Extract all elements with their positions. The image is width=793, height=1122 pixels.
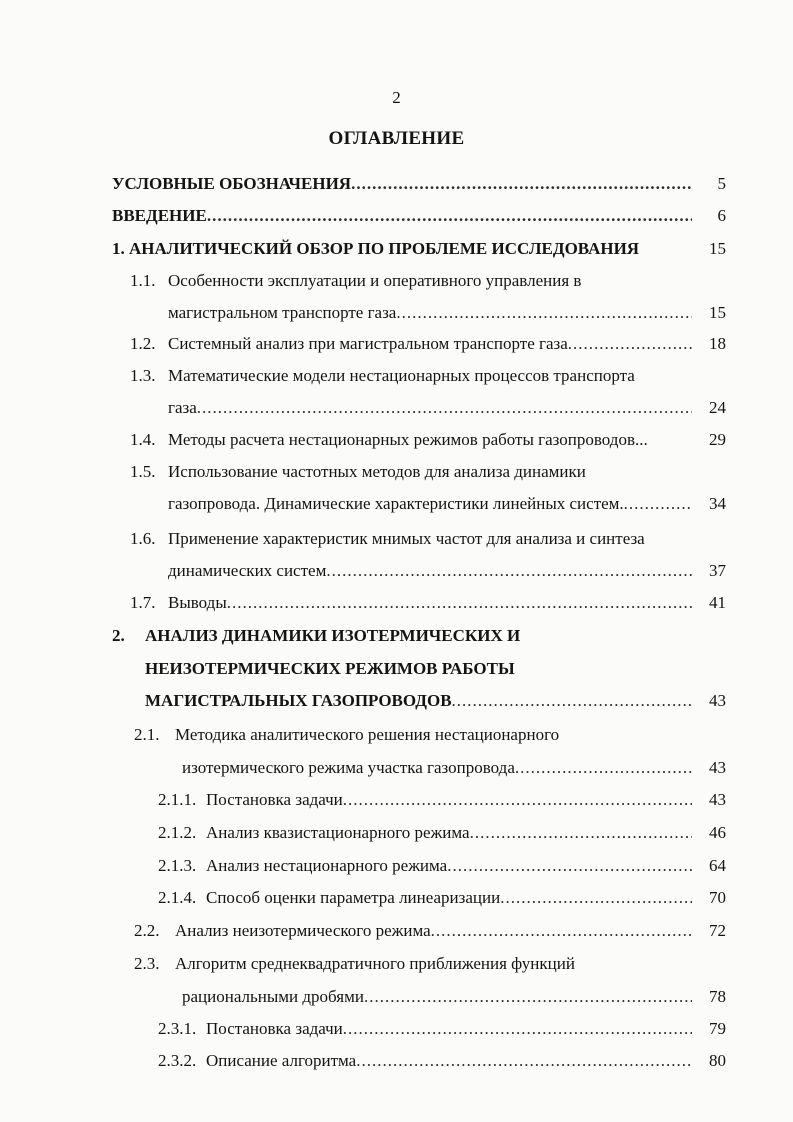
toc-page-number: 37 (709, 561, 726, 580)
toc-entry-text: Способ оценки параметра линеаризации (206, 888, 501, 907)
leader-dots (351, 171, 692, 197)
toc-entry-2-2[interactable] (134, 918, 692, 944)
leader-dots (447, 853, 692, 879)
toc-entry-num: 2.1. (134, 725, 160, 744)
leader-dots (356, 1048, 692, 1074)
toc-page-number: 43 (709, 790, 726, 809)
toc-entry-chapter-2-cont2 (145, 688, 692, 714)
toc-entry-1-6-cont (168, 558, 692, 584)
toc-entry-num: 2.1.1. (158, 790, 197, 809)
toc-entry-1-3-cont (168, 395, 692, 421)
toc-page-number: 46 (709, 823, 726, 842)
toc-entry-text-line1: Алгоритм среднеквадратичного приближения функций (175, 954, 575, 973)
toc-entry-1-1[interactable] (130, 268, 581, 294)
toc-entry-text-line2: динамических систем (168, 561, 327, 580)
toc-page-number: 24 (709, 398, 726, 417)
leader-dots (396, 300, 692, 326)
toc-page-number: 64 (709, 856, 726, 875)
toc-entry-text-line2: газа (168, 398, 197, 417)
toc-entry-2-1-2[interactable] (158, 820, 692, 846)
toc-entry-num: 1.1. (130, 271, 156, 290)
leader-dots (343, 787, 692, 813)
toc-entry-text: Системный анализ при магистральном транспорте газа (168, 334, 568, 353)
toc-page-number: 15 (709, 303, 726, 322)
leader-dots (197, 395, 692, 421)
toc-entry-text-line2: магистральном транспорте газа (168, 303, 397, 322)
toc-entry-text-line1: Применение характеристик мнимых частот для анализа и синтеза (168, 529, 645, 548)
toc-page-number: 70 (709, 888, 726, 907)
toc-entry-text: ВВЕДЕНИЕ (112, 206, 207, 225)
leader-dots (343, 1016, 692, 1042)
toc-entry-2-1-4[interactable] (158, 885, 692, 911)
toc-entry-2-1-cont (182, 755, 692, 781)
toc-entry-text: Выводы (168, 593, 227, 612)
toc-page-number: 78 (709, 987, 726, 1006)
toc-entry-num: 2. (112, 626, 125, 645)
toc-entry-num: 2.1.2. (158, 823, 197, 842)
toc-title: ОГЛАВЛЕНИЕ (328, 128, 465, 149)
toc-entry-text-line2: рациональными дробями (182, 987, 364, 1006)
toc-entry-num: 1.4. (130, 430, 156, 449)
toc-entry-text: АНАЛИТИЧЕСКИЙ ОБЗОР ПО ПРОБЛЕМЕ ИССЛЕДОВАНИЯ (129, 239, 640, 258)
toc-entry-1-6[interactable] (130, 526, 645, 552)
toc-entry-text-line2: НЕИЗОТЕРМИЧЕСКИХ РЕЖИМОВ РАБОТЫ (145, 659, 515, 678)
toc-entry-2-3-2[interactable] (158, 1048, 692, 1074)
toc-entry-2-1-1[interactable] (158, 787, 692, 813)
toc-entry-1-1-cont (168, 300, 692, 326)
toc-entry-text: Описание алгоритма (206, 1051, 357, 1070)
page-number: 2 (392, 88, 401, 107)
toc-page-number: 79 (709, 1019, 726, 1038)
toc-entry-text-line1: АНАЛИЗ ДИНАМИКИ ИЗОТЕРМИЧЕСКИХ И (145, 626, 521, 645)
toc-entry-1-2[interactable] (130, 331, 692, 357)
toc-entry-text: Анализ квазистационарного режима (206, 823, 470, 842)
toc-entry-text: Постановка задачи (206, 790, 343, 809)
toc-entry-num: 2.3.1. (158, 1019, 197, 1038)
toc-entry-text: Постановка задачи (206, 1019, 343, 1038)
toc-entry-chapter-1[interactable] (112, 236, 639, 262)
toc-page-number: 43 (709, 758, 726, 777)
toc-page-number: 80 (709, 1051, 726, 1070)
toc-entry-chapter-2-cont1 (145, 656, 515, 682)
toc-entry-1-5[interactable] (130, 459, 586, 485)
leader-dots (470, 820, 692, 846)
toc-entry-text-line1: Методика аналитического решения нестационарного (175, 725, 560, 744)
toc-entry-1-4[interactable] (130, 427, 648, 453)
toc-entry-text-line2: изотермического режима участка газопровода (182, 758, 515, 777)
toc-entry-text-line1: Особенности эксплуатации и оперативного управления в (168, 271, 582, 290)
toc-entry-introduction[interactable] (112, 203, 692, 229)
toc-entry-2-3-cont (182, 984, 692, 1010)
toc-page-number: 6 (717, 206, 726, 225)
toc-entry-1-5-cont (168, 491, 692, 517)
toc-entry-num: 1.5. (130, 462, 156, 481)
toc-entry-num: 1.7. (130, 593, 156, 612)
leader-dots (364, 984, 692, 1010)
toc-entry-num: 2.1.4. (158, 888, 197, 907)
toc-entry-text: УСЛОВНЫЕ ОБОЗНАЧЕНИЯ (112, 174, 352, 193)
leader-dots (431, 918, 692, 944)
toc-entry-num: 1. (112, 239, 125, 258)
toc-entry-text-line2: газопровода. Динамические характеристики линейных систем. (168, 494, 624, 513)
leader-dots (326, 558, 692, 584)
leader-dots (568, 331, 692, 357)
toc-entry-1-7[interactable] (130, 590, 692, 616)
toc-entry-conventions[interactable] (112, 171, 692, 197)
toc-page-number: 72 (709, 921, 726, 940)
toc-entry-text-line3: МАГИСТРАЛЬНЫХ ГАЗОПРОВОДОВ (145, 691, 452, 710)
toc-entry-2-3-1[interactable] (158, 1016, 692, 1042)
toc-entry-num: 2.2. (134, 921, 160, 940)
toc-entry-1-3[interactable] (130, 363, 635, 389)
toc-entry-2-3[interactable] (134, 951, 575, 977)
toc-entry-text: Анализ неизотермического режима (175, 921, 431, 940)
toc-entry-num: 1.6. (130, 529, 156, 548)
toc-entry-num: 1.2. (130, 334, 156, 353)
leader-dots (515, 755, 692, 781)
leader-dots (500, 885, 692, 911)
toc-entry-num: 2.3.2. (158, 1051, 197, 1070)
leader-dots (207, 203, 692, 229)
leader-dots (227, 590, 692, 616)
toc-entry-text-line1: Математические модели нестационарных процессов транспорта (168, 366, 635, 385)
toc-page-number: 41 (709, 593, 726, 612)
toc-entry-2-1[interactable] (134, 722, 559, 748)
toc-entry-2-1-3[interactable] (158, 853, 692, 879)
toc-entry-num: 1.3. (130, 366, 156, 385)
toc-entry-text-line1: Использование частотных методов для анализа динамики (168, 462, 586, 481)
toc-page-number: 43 (709, 691, 726, 710)
toc-entry-text: Анализ нестационарного режима (206, 856, 448, 875)
toc-entry-text: Методы расчета нестационарных режимов работы газопроводов... (168, 430, 648, 449)
toc-page-number: 15 (709, 239, 726, 258)
toc-entry-num: 2.3. (134, 954, 160, 973)
toc-entry-chapter-2[interactable] (112, 623, 520, 649)
toc-page-number: 5 (717, 174, 726, 193)
toc-page-number: 18 (709, 334, 726, 353)
leader-dots (452, 688, 692, 714)
toc-entry-num: 2.1.3. (158, 856, 197, 875)
toc-page-number: 29 (709, 430, 726, 449)
toc-page-number: 34 (709, 494, 726, 513)
